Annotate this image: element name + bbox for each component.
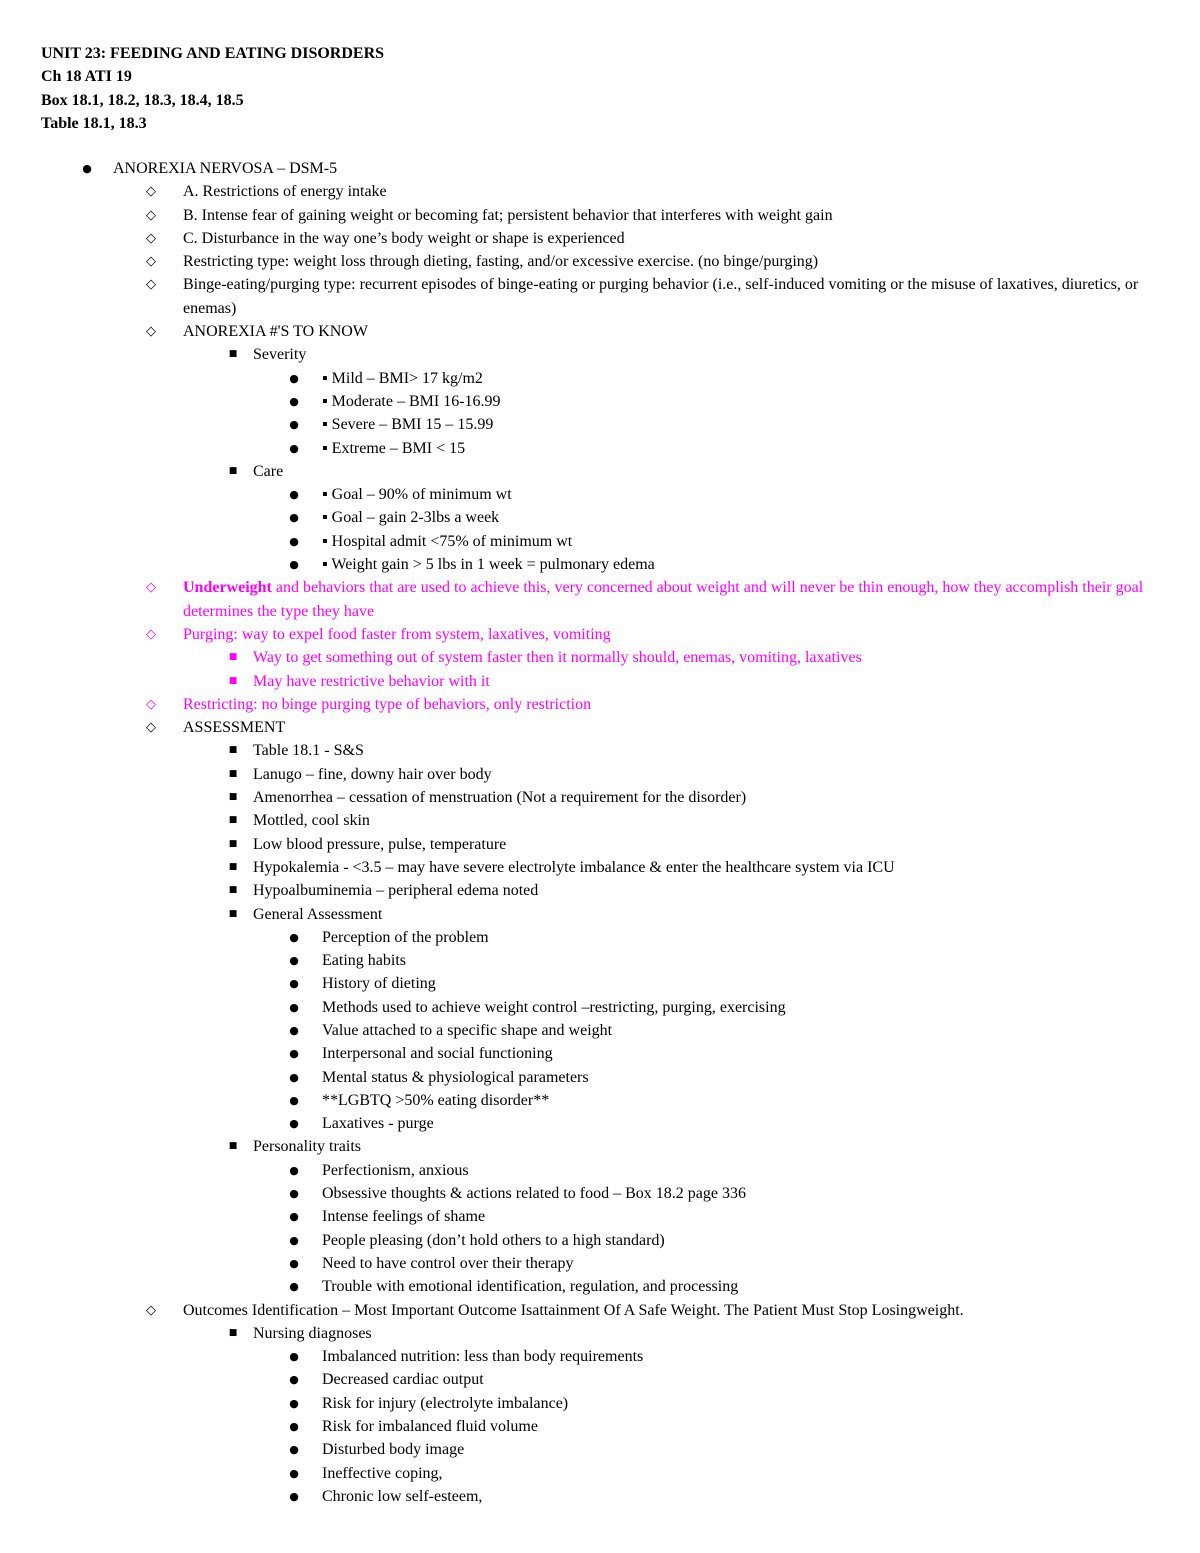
square-bullet-icon: ■ [228,349,238,360]
list-item [0,413,1200,436]
list-item [0,879,1200,902]
list-item-text: Need to have control over their therapy [322,1254,574,1272]
list-item [0,180,1200,203]
list-item-text: History of dieting [322,975,436,993]
list-item-text: Disturbed body image [322,1441,465,1459]
square-bullet-icon: ■ [228,465,238,476]
list-item [0,390,1200,413]
filled-bullet-icon: ● [289,1163,299,1177]
list-item-text: Risk for imbalanced fluid volume [322,1418,538,1436]
list-item [0,1462,1200,1485]
list-item [0,646,1200,669]
list-item [0,1182,1200,1205]
list-item [0,227,1200,250]
filled-bullet-icon: ● [289,1047,299,1061]
list-item-text: Mottled, cool skin [253,812,370,830]
square-bullet-icon: ■ [228,745,238,756]
list-item [0,670,1200,693]
diamond-bullet-icon: ◇ [146,277,156,293]
filled-bullet-icon: ● [289,1233,299,1247]
diamond-bullet-icon: ◇ [146,254,156,270]
diamond-bullet-icon: ◇ [146,230,156,246]
square-bullet-icon: ■ [228,908,238,919]
list-item [0,623,1200,646]
filled-bullet-icon: ● [289,371,299,385]
list-item [0,739,1200,762]
list-item [0,856,1200,879]
filled-bullet-icon: ● [289,1396,299,1410]
list-item-text: Low blood pressure, pulse, temperature [253,835,507,853]
list-item [0,1205,1200,1228]
list-item-text: People pleasing (don’t hold others to a high standard) [322,1231,665,1249]
square-bullet-icon: ■ [228,815,238,826]
list-item [0,1112,1200,1135]
filled-bullet-icon: ● [289,1443,299,1457]
list-item [0,437,1200,460]
list-item [0,273,1200,320]
list-item-text: Way to get something out of system faster then it normally should, enemas, vomiting, laxatives [253,649,862,667]
filled-bullet-icon: ● [289,488,299,502]
document-header [41,42,384,135]
filled-bullet-icon: ● [289,1000,299,1014]
list-item [0,553,1200,576]
list-item-text: Perfectionism, anxious [322,1161,469,1179]
list-item-text: C. Disturbance in the way one’s body weight or shape is experienced [183,229,625,247]
diamond-bullet-icon: ◇ [146,1302,156,1318]
diamond-bullet-icon: ◇ [146,720,156,736]
list-item [0,530,1200,553]
list-item-text: May have restrictive behavior with it [253,672,490,690]
list-item-text: ANOREXIA #'S TO KNOW [183,323,368,341]
filled-bullet-icon: ● [289,1420,299,1434]
filled-bullet-icon: ● [289,1093,299,1107]
list-item-text: Personality traits [253,1138,361,1156]
list-item [0,1229,1200,1252]
list-item-text: Perception of the problem [322,928,489,946]
list-item [0,1345,1200,1368]
list-item-text: Chronic low self-esteem, [322,1487,483,1505]
filled-bullet-icon: ● [289,558,299,572]
list-item-text: Outcomes Identification – Most Important Outcome Isattainment Of A Safe Weight. The Patient Must Stop Losingweight. [183,1301,964,1319]
list-item [0,204,1200,227]
list-item-text: Eating habits [322,952,406,970]
list-item [0,1135,1200,1158]
filled-bullet-icon: ● [289,1373,299,1387]
square-bullet-icon: ■ [228,861,238,872]
list-item [0,716,1200,739]
list-item [0,367,1200,390]
filled-bullet-icon: ● [289,1070,299,1084]
list-item-text: Intense feelings of shame [322,1208,486,1226]
list-item-text: ▪ Goal – gain 2-3lbs a week [322,509,500,527]
square-bullet-icon: ■ [228,838,238,849]
filled-bullet-icon: ● [289,1280,299,1294]
list-item [0,1042,1200,1065]
square-bullet-icon: ■ [228,675,238,686]
list-item [0,1066,1200,1089]
list-item-text: Nursing diagnoses [253,1324,372,1342]
filled-bullet-icon: ● [289,511,299,525]
list-item [0,763,1200,786]
list-item-text: Amenorrhea – cessation of menstruation (Not a requirement for the disorder) [253,789,747,807]
list-item [0,1159,1200,1182]
list-item [0,1299,1200,1322]
filled-bullet-icon: ● [289,1210,299,1224]
list-item-text: ASSESSMENT [183,719,286,737]
list-item-text: Methods used to achieve weight control –restricting, purging, exercising [322,998,786,1016]
list-item-text: Imbalanced nutrition: less than body requirements [322,1348,644,1366]
list-item-text: Hypoalbuminemia – peripheral edema noted [253,882,539,900]
list-item-text: Trouble with emotional identification, regulation, and processing [322,1278,739,1296]
square-bullet-icon: ■ [228,768,238,779]
list-item [0,693,1200,716]
list-item-text: Ineffective coping, [322,1464,443,1482]
list-item-text: ▪ Moderate – BMI 16-16.99 [322,392,501,410]
list-item-text: **LGBTQ >50% eating disorder** [322,1091,550,1109]
notes-outline [0,157,1200,1508]
list-item-text: Binge-eating/purging type: recurrent episodes of binge-eating or purging behavior (i.e., self-induced vomiting or the misuse of laxatives, diuretics, or enemas) [183,276,1139,317]
filled-bullet-icon: ● [289,1023,299,1037]
anorexia-heading: ANOREXIA NERVOSA – DSM-5 [113,160,338,177]
list-item-text: Hypokalemia - <3.5 – may have severe electrolyte imbalance & enter the healthcare system via ICU [253,858,895,876]
list-item [0,949,1200,972]
diamond-bullet-icon: ◇ [146,184,156,200]
list-item-text: Obsessive thoughts & actions related to food – Box 18.2 page 336 [322,1185,746,1203]
table-references: Table 18.1, 18.3 [41,114,147,132]
list-item [0,1322,1200,1345]
list-item-text: ▪ Mild – BMI> 17 kg/m2 [322,369,483,387]
list-item-text: ▪ Extreme – BMI < 15 [322,439,466,457]
diamond-bullet-icon: ◇ [146,696,156,712]
chapter-reference: Ch 18 ATI 19 [41,68,132,86]
underweight-bold-text: Underweight [183,579,272,597]
list-item-text: Decreased cardiac output [322,1371,484,1389]
list-item-text: ▪ Weight gain > 5 lbs in 1 week = pulmonary edema [322,556,655,574]
list-item-text: Interpersonal and social functioning [322,1045,553,1063]
list-item-text: Restricting type: weight loss through dieting, fasting, and/or excessive exercise. (no binge/purging) [183,253,819,271]
list-item [0,1392,1200,1415]
filled-bullet-icon: ● [289,1489,299,1503]
list-item-text [183,576,1148,623]
underweight-description: and behaviors that are used to achieve this, very concerned about weight and will never be thin enough, how they accomplish their goal determines the type they have [183,579,1144,620]
list-item [0,1438,1200,1461]
list-item-text: B. Intense fear of gaining weight or becoming fat; persistent behavior that interferes with weight gain [183,206,833,224]
list-item-text: Severity [253,346,307,364]
list-item [0,1368,1200,1391]
list-item-text: Risk for injury (electrolyte imbalance) [322,1394,569,1412]
filled-bullet-icon: ● [82,162,92,175]
list-item-text: A. Restrictions of energy intake [183,183,387,201]
list-item [0,903,1200,926]
filled-bullet-icon: ● [289,534,299,548]
list-item [0,483,1200,506]
list-item [0,250,1200,273]
list-item [0,1485,1200,1508]
box-references: Box 18.1, 18.2, 18.3, 18.4, 18.5 [41,91,244,109]
filled-bullet-icon: ● [289,1466,299,1480]
list-item [0,576,1200,623]
list-item-text: Value attached to a specific shape and weight [322,1021,613,1039]
list-item [0,320,1200,343]
list-item-text: Care [253,462,284,480]
filled-bullet-icon: ● [289,418,299,432]
list-item-text: Purging: way to expel food faster from system, laxatives, vomiting [183,625,611,643]
list-item-text: General Assessment [253,905,383,923]
list-item [0,996,1200,1019]
list-item [0,506,1200,529]
square-bullet-icon: ■ [228,652,238,663]
list-item [0,1019,1200,1042]
list-item-text: Restricting: no binge purging type of behaviors, only restriction [183,695,592,713]
list-item [0,1275,1200,1298]
filled-bullet-icon: ● [289,1187,299,1201]
list-item-text: ▪ Severe – BMI 15 – 15.99 [322,416,494,434]
filled-bullet-icon: ● [289,1256,299,1270]
list-item [0,460,1200,483]
filled-bullet-icon: ● [289,930,299,944]
list-item [0,833,1200,856]
list-item [0,157,1200,180]
filled-bullet-icon: ● [289,954,299,968]
diamond-bullet-icon: ◇ [146,324,156,340]
filled-bullet-icon: ● [289,441,299,455]
list-item-text: Laxatives - purge [322,1115,434,1133]
unit-title: UNIT 23: FEEDING AND EATING DISORDERS [41,45,385,62]
list-item [0,926,1200,949]
square-bullet-icon: ■ [228,792,238,803]
list-item-text: Table 18.1 - S&S [253,742,364,760]
list-item [0,1252,1200,1275]
diamond-bullet-icon: ◇ [146,207,156,223]
square-bullet-icon: ■ [228,885,238,896]
filled-bullet-icon: ● [289,977,299,991]
filled-bullet-icon: ● [289,394,299,408]
square-bullet-icon: ■ [228,1141,238,1152]
diamond-bullet-icon: ◇ [146,626,156,642]
square-bullet-icon: ■ [228,1327,238,1338]
list-item-text: Lanugo – fine, downy hair over body [253,765,492,783]
list-item [0,809,1200,832]
list-item [0,972,1200,995]
list-item [0,343,1200,366]
list-item [0,1089,1200,1112]
filled-bullet-icon: ● [289,1117,299,1131]
list-item-text: ▪ Hospital admit <75% of minimum wt [322,532,573,550]
filled-bullet-icon: ● [289,1350,299,1364]
list-item-text: ▪ Goal – 90% of minimum wt [322,486,512,504]
list-item [0,1415,1200,1438]
list-item-text: Mental status & physiological parameters [322,1068,589,1086]
list-item [0,786,1200,809]
diamond-bullet-icon: ◇ [146,580,156,596]
